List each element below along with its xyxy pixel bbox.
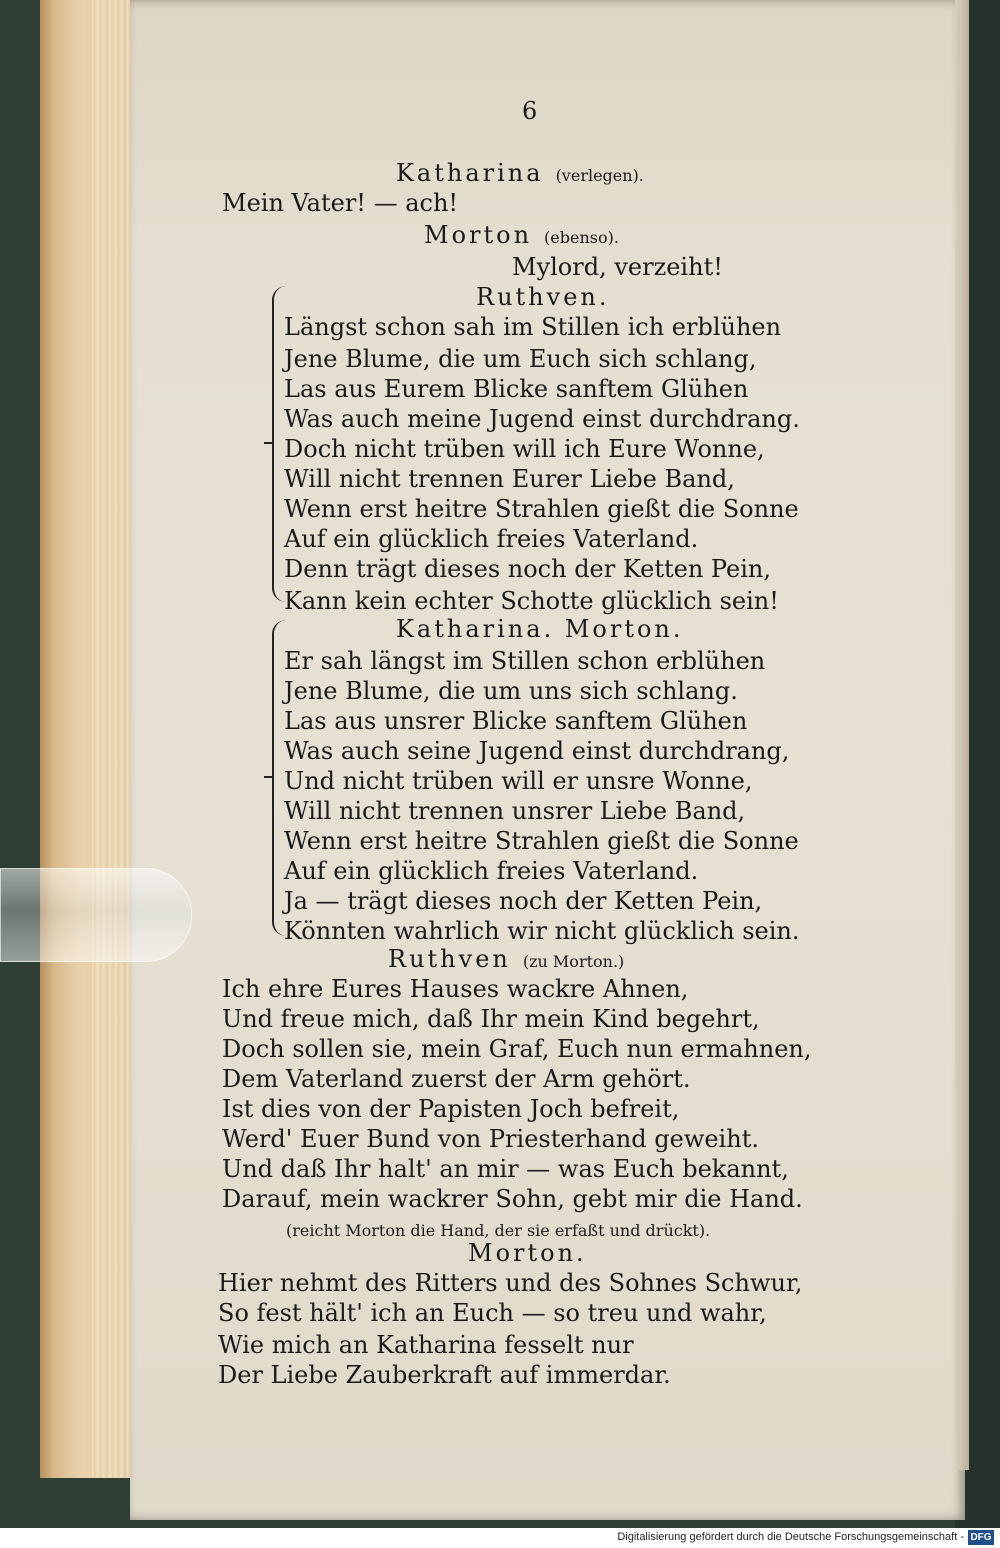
line-text: Auf ein glücklich freies Vaterland. <box>284 525 699 553</box>
page-edge-right <box>955 0 969 1470</box>
line-text: Werd' Euer Bund von Priesterhand geweiht. <box>222 1125 759 1153</box>
stage-direction: (ebenso). <box>544 228 619 247</box>
page-stack-edge <box>92 0 132 1478</box>
verse-line <box>284 856 698 886</box>
verse-line <box>284 374 748 404</box>
dfg-logo-icon: DFG <box>968 1530 994 1545</box>
line-text: Auf ein glücklich freies Vaterland. <box>284 857 699 885</box>
verse-line <box>222 188 458 218</box>
speaker-name <box>424 220 619 253</box>
verse-line <box>284 586 779 616</box>
verse-line <box>284 312 781 342</box>
line-text: Katharina <box>396 159 544 187</box>
line-text: Will nicht trennen Eurer Liebe Band, <box>284 465 735 493</box>
verse-line <box>284 554 771 584</box>
verse-line <box>222 1004 760 1034</box>
line-text: Ruthven. <box>476 283 610 311</box>
verse-line <box>284 494 799 524</box>
brace-ruthven <box>272 286 286 602</box>
line-text: Könnten wahrlich wir nicht glücklich sein. <box>284 917 800 945</box>
verse-line <box>222 1184 803 1214</box>
verse-line <box>284 646 765 676</box>
verse-line <box>222 1094 679 1124</box>
line-text: Las aus Eurem Blicke sanftem Glühen <box>284 375 749 403</box>
line-text: Mylord, verzeiht! <box>512 253 723 281</box>
verse-line <box>284 344 757 374</box>
line-text: Dem Vaterland zuerst der Arm gehört. <box>222 1065 691 1093</box>
line-text: Was auch seine Jugend einst durchdrang, <box>284 737 790 765</box>
verse-line <box>222 1064 690 1094</box>
speaker-name <box>396 158 644 191</box>
stage-direction: (zu Morton.) <box>522 952 625 971</box>
verse-line <box>222 1034 812 1064</box>
line-text: Mein Vater! — ach! <box>222 189 459 217</box>
verse-line <box>218 1330 634 1360</box>
line-text: Doch nicht trüben will ich Eure Wonne, <box>284 435 765 463</box>
speaker-name <box>396 614 684 644</box>
verse-line <box>218 1298 767 1328</box>
line-text: So fest hält' ich an Euch — so treu und wahr, <box>218 1299 767 1327</box>
line-text: Katharina. Morton. <box>396 615 684 643</box>
line-text: Längst schon sah im Stillen ich erblühen <box>284 313 782 341</box>
line-text: Darauf, mein wackrer Sohn, gebt mir die Hand. <box>222 1185 803 1213</box>
verse-line <box>222 1124 759 1154</box>
line-text: Ich ehre Eures Hauses wackre Ahnen, <box>222 975 689 1003</box>
footer-credit: Digitalisierung gefördert durch die Deutsche Forschungsgemeinschaft - <box>617 1531 964 1543</box>
line-text: Wenn erst heitre Strahlen gießt die Sonne <box>284 495 799 523</box>
line-text: Jene Blume, die um uns sich schlang. <box>284 677 738 705</box>
line-text: Jene Blume, die um Euch sich schlang, <box>284 345 757 373</box>
line-text: Kann kein echter Schotte glücklich sein! <box>284 587 779 615</box>
page-number: 6 <box>522 97 538 125</box>
line-text: Las aus unsrer Blicke sanftem Glühen <box>284 707 748 735</box>
verse-line <box>284 916 800 946</box>
line-text: (reicht Morton die Hand, der sie erfaßt und drückt). <box>286 1221 711 1240</box>
verse-line <box>284 796 745 826</box>
glass-clip <box>0 868 192 962</box>
brace-tip <box>264 776 272 778</box>
speaker-name <box>476 282 609 312</box>
line-text: Und daß Ihr halt' an mir — was Euch bekannt, <box>222 1155 789 1183</box>
verse-line <box>284 886 762 916</box>
line-text: Hier nehmt des Ritters und des Sohnes Schwur, <box>218 1269 803 1297</box>
speaker-name <box>468 1238 587 1268</box>
verse-line <box>222 974 688 1004</box>
line-text: Ja — trägt dieses noch der Ketten Pein, <box>284 887 763 915</box>
line-text: Wie mich an Katharina fesselt nur <box>218 1331 634 1359</box>
brace-katharina-morton <box>272 620 286 936</box>
stage-direction: (verlegen). <box>555 166 644 185</box>
verse-line <box>284 736 789 766</box>
line-text: Er sah längst im Stillen schon erblühen <box>284 647 766 675</box>
verse-line <box>284 706 747 736</box>
line-text: Ist dies von der Papisten Joch befreit, <box>222 1095 680 1123</box>
verse-line <box>284 404 800 434</box>
verse-line <box>218 1360 671 1390</box>
line-text: Und freue mich, daß Ihr mein Kind begehrt, <box>222 1005 760 1033</box>
line-text: Der Liebe Zauberkraft auf immerdar. <box>218 1361 671 1389</box>
verse-line <box>284 826 799 856</box>
verse-line <box>284 524 698 554</box>
verse-line <box>218 1268 802 1298</box>
line-text: Will nicht trennen unsrer Liebe Band, <box>284 797 746 825</box>
line-text: Was auch meine Jugend einst durchdrang. <box>284 405 800 433</box>
verse-line <box>284 434 765 464</box>
verse-line <box>222 1154 789 1184</box>
line-text: Und nicht trüben will er unsre Wonne, <box>284 767 753 795</box>
line-text: Morton. <box>468 1239 587 1267</box>
line-text: Wenn erst heitre Strahlen gießt die Sonne <box>284 827 799 855</box>
line-text: Ruthven <box>388 945 511 973</box>
line-text: Denn trägt dieses noch der Ketten Pein, <box>284 555 771 583</box>
brace-tip <box>264 442 272 444</box>
line-text: Doch sollen sie, mein Graf, Euch nun ermahnen, <box>222 1035 812 1063</box>
verse-line <box>512 252 723 282</box>
verse-line <box>284 464 735 494</box>
speaker-name <box>388 944 624 977</box>
verse-line <box>284 676 738 706</box>
line-text: Morton <box>424 221 533 249</box>
verse-line <box>284 766 752 796</box>
